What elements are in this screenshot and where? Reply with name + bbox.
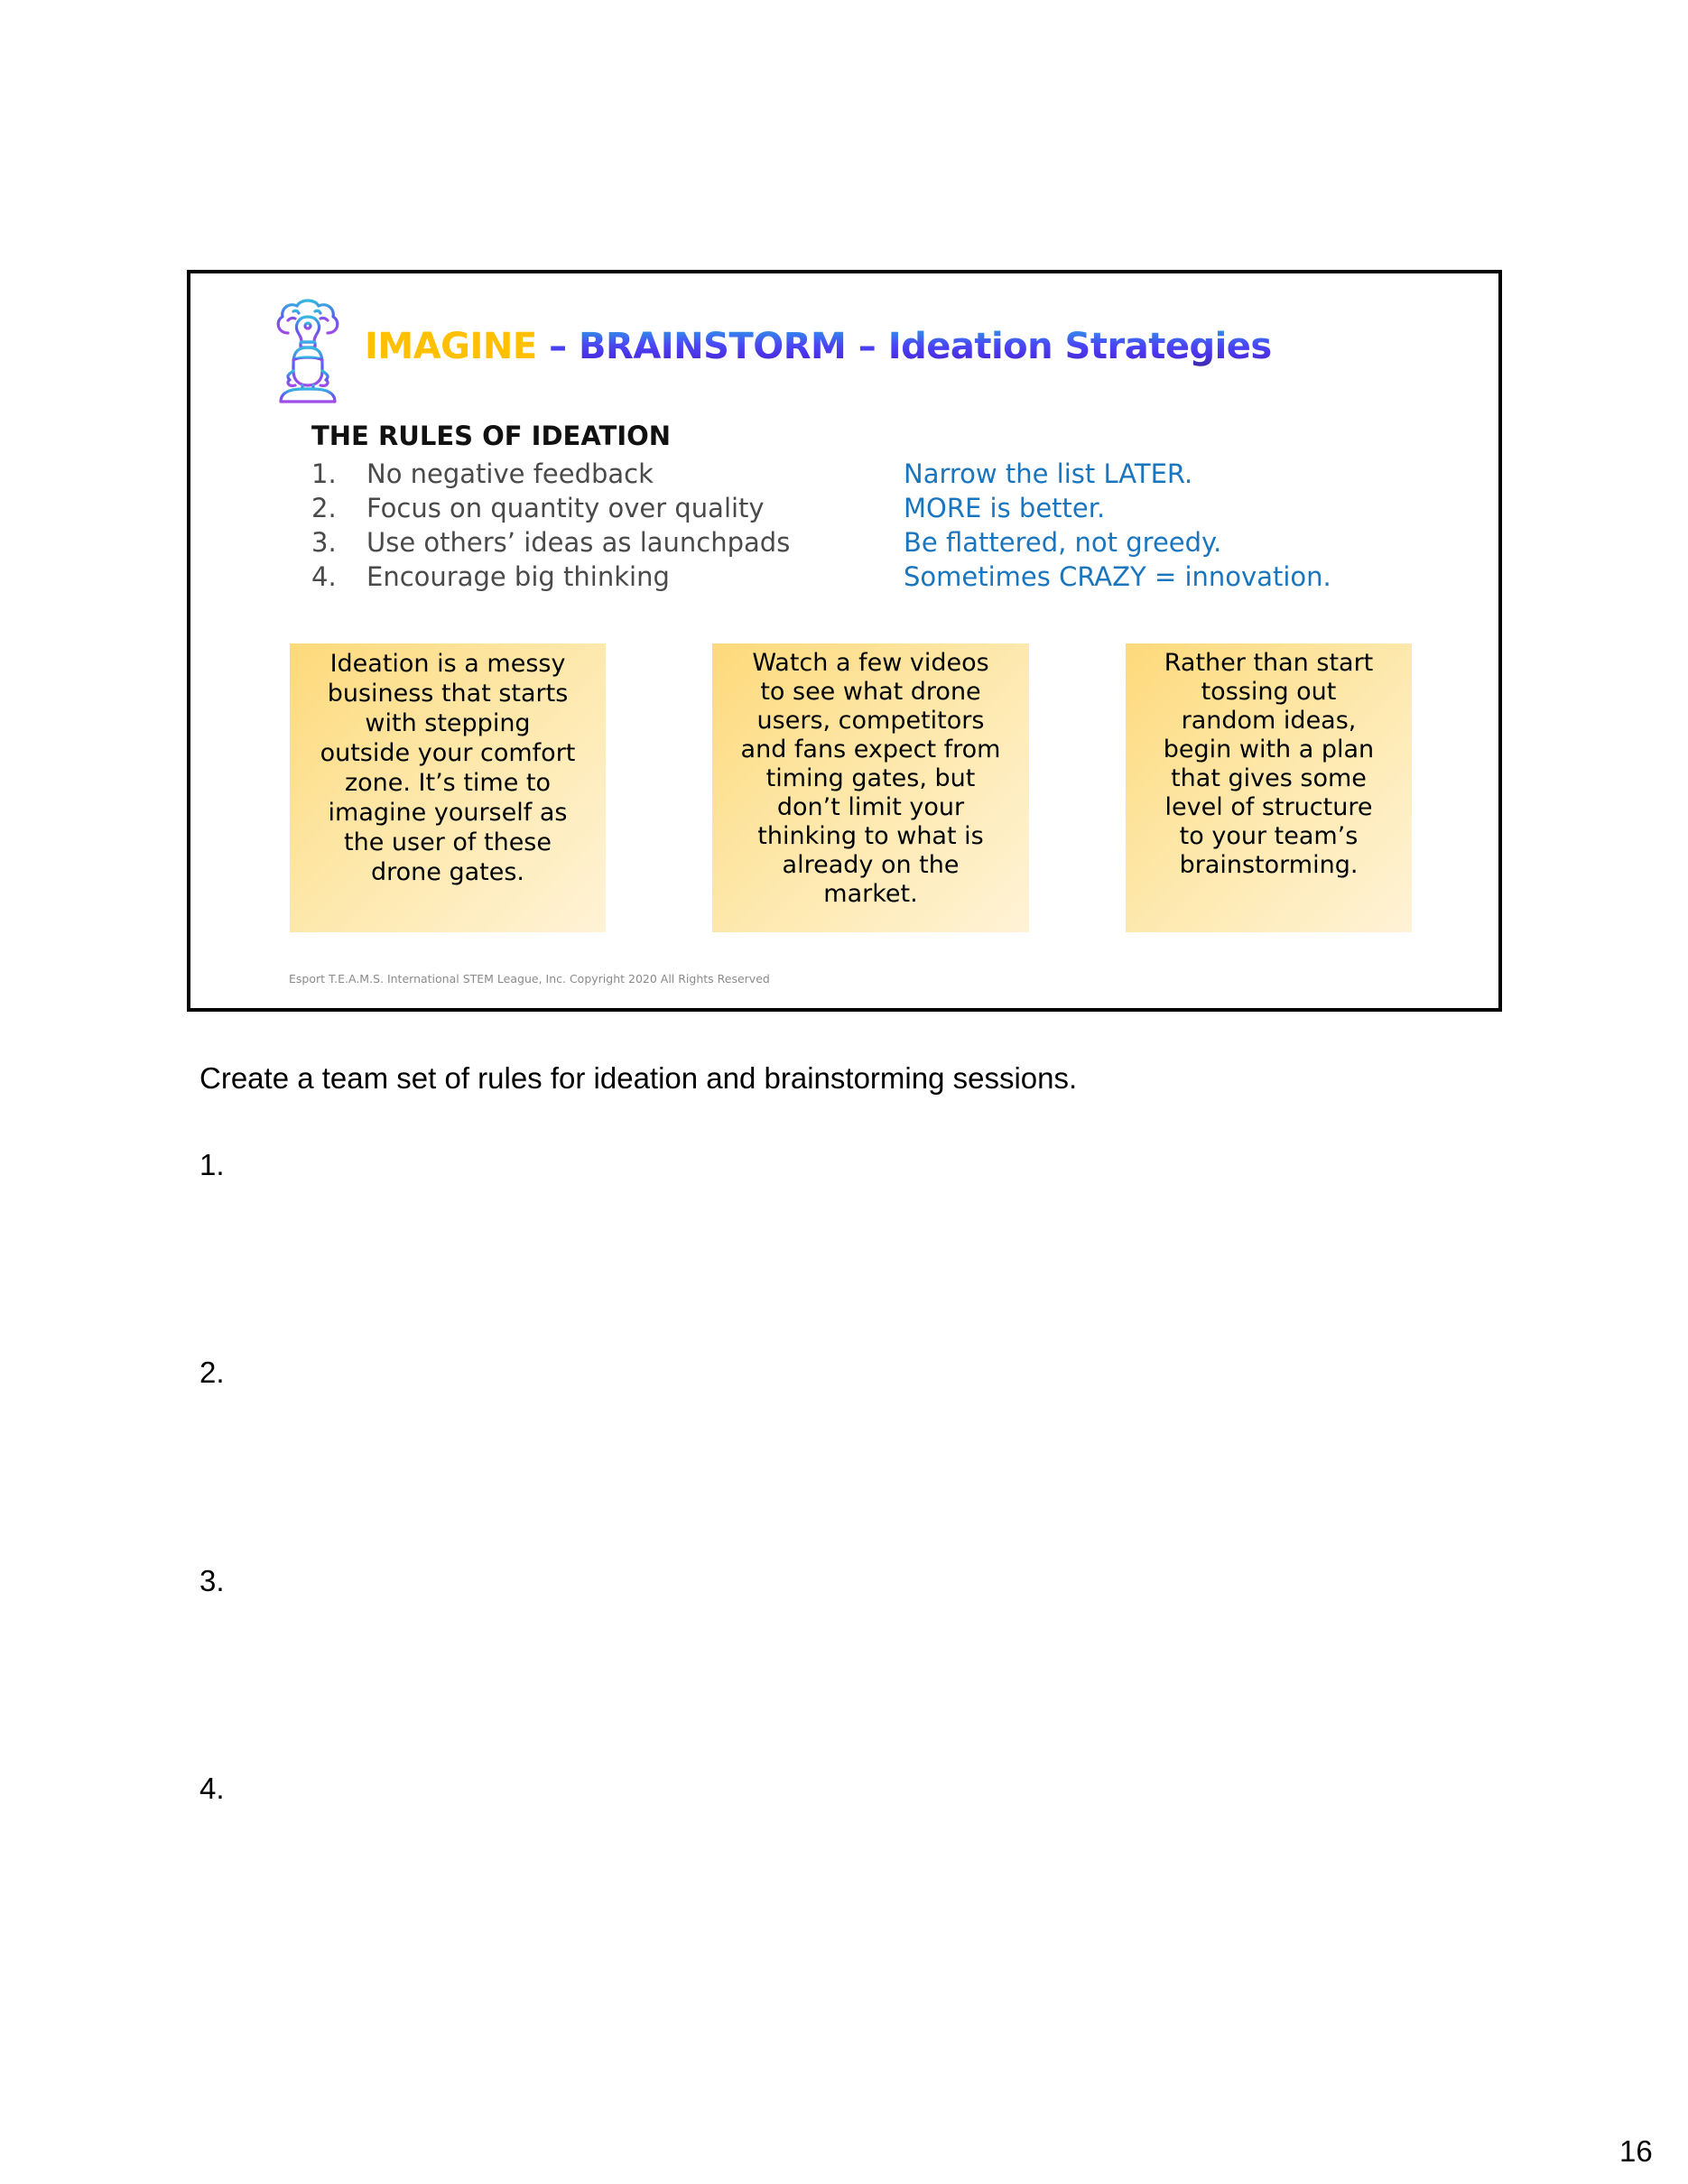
brain-lightbulb-person-icon [270,297,346,403]
answer-number-4: 4. [199,1772,225,1805]
rule-item [311,525,790,560]
copyright-footer: Esport T.E.A.M.S. International STEM League, Inc. Copyright 2020 All Rights Reserved [289,972,770,986]
rule-note: Narrow the list LATER. [904,458,1193,489]
rule-text: Focus on quantity over quality [366,493,765,523]
card-line: to your team’s [1179,822,1359,850]
rules-heading: THE RULES OF IDEATION [311,421,672,451]
worksheet-instruction: Create a team set of rules for ideation and brainstorming sessions. [199,1061,1078,1095]
card-line: Watch a few videos [752,649,989,677]
tip-card-begin-with-plan [1126,643,1412,932]
card-line: business that starts [327,680,569,708]
card-line: Rather than start [1164,649,1374,677]
card-line: level of structure [1164,793,1373,821]
card-line: begin with a plan [1163,736,1375,763]
card-line: tossing out [1201,678,1337,706]
card-line: already on the [782,851,960,879]
card-line: imagine yourself as [328,799,568,827]
card-line: timing gates, but [765,764,976,792]
slide-title [365,323,1272,370]
rule-note: MORE is better. [904,493,1106,523]
answer-number-2: 2. [199,1356,225,1389]
card-line: brainstorming. [1179,851,1359,879]
card-line: thinking to what is [757,822,984,850]
card-line: market. [823,880,918,908]
card-line: that gives some [1171,764,1367,792]
title-separator: – [536,326,580,367]
answer-number-1: 1. [199,1148,225,1181]
rule-text: Use others’ ideas as launchpads [366,527,791,558]
title-imagine: IMAGINE [365,326,537,367]
rule-number: 4. [311,561,337,592]
answer-number-3: 3. [199,1564,225,1597]
card-line: outside your comfort [320,739,576,767]
rules-list [311,457,790,594]
rule-number: 2. [311,493,337,523]
rule-note: Sometimes CRAZY = innovation. [904,561,1331,592]
card-line: drone gates. [370,858,524,886]
tip-card-messy-business [290,643,606,932]
rule-number: 3. [311,527,337,558]
title-brainstorm: BRAINSTORM [579,326,847,367]
slide-frame [187,270,1502,1012]
rule-text: Encourage big thinking [366,561,670,592]
rule-number: 1. [311,458,337,489]
rule-notes-list [904,457,1331,594]
title-separator: – [846,326,888,367]
card-line: and fans expect from [740,736,1001,763]
rule-item [311,491,790,525]
rule-note: Be flattered, not greedy. [904,527,1222,558]
tip-card-watch-videos [712,643,1029,932]
page-number: 16 [1619,2134,1653,2168]
rule-text: No negative feedback [366,458,654,489]
card-line: Ideation is a messy [329,650,566,678]
card-line: users, competitors [756,707,985,735]
card-line: zone. It’s time to [344,769,552,797]
card-line: with stepping [365,709,531,737]
card-line: the user of these [344,828,552,856]
title-ideation-strategies: Ideation Strategies [887,326,1272,367]
rule-item [311,560,790,594]
card-line: don’t limit your [776,793,965,821]
card-line: to see what drone [760,678,981,706]
card-line: random ideas, [1181,707,1357,735]
rule-item [311,457,790,491]
